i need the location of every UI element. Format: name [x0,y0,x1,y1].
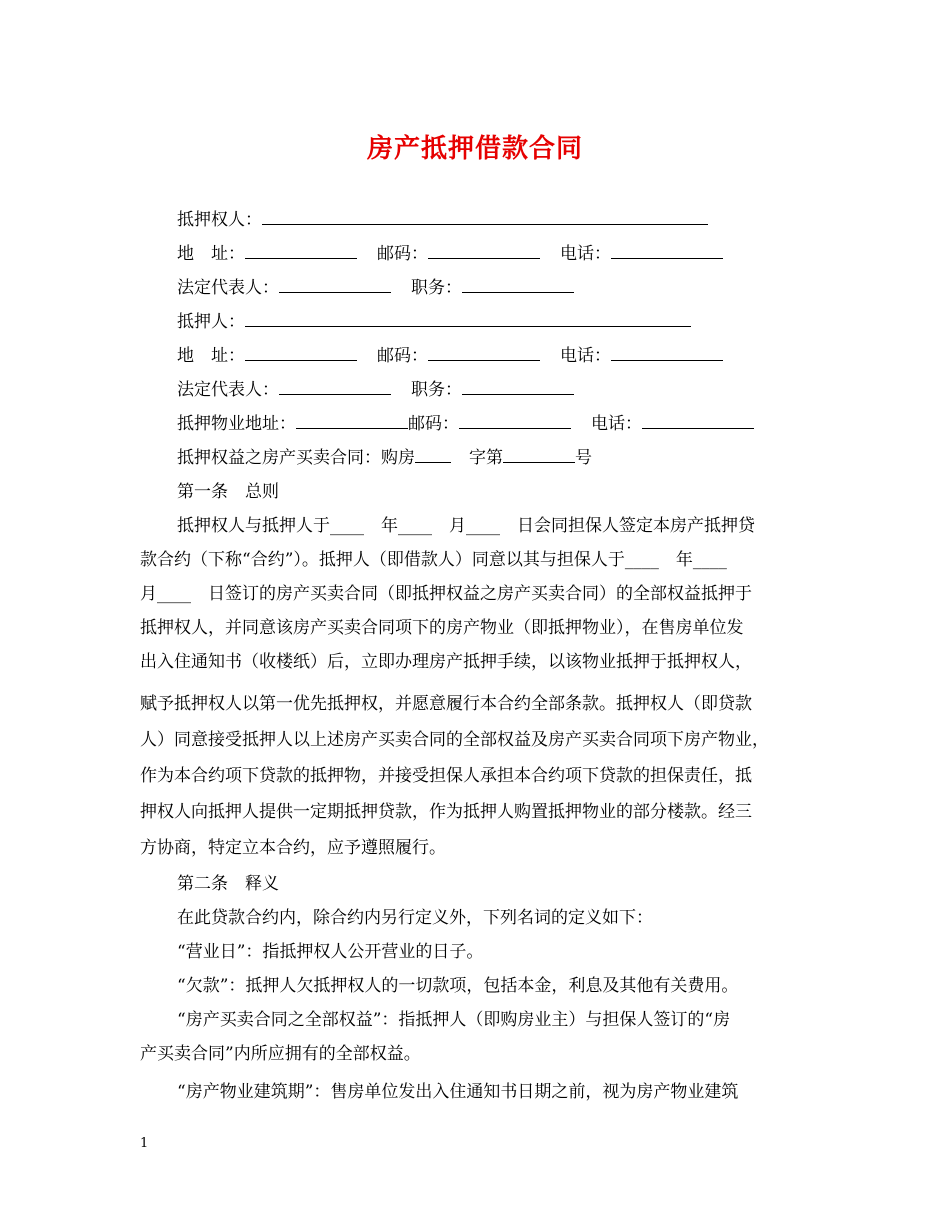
contract-number-line [177,447,592,469]
mortgagor-line [177,311,691,333]
article-1-line: 方协商，特定立本合约，应予遵照履行。 [140,838,446,858]
article-1-line: 月____ 日签订的房产买卖合同（即抵押权益之房产买卖合同）的全部权益抵押于 [140,584,752,604]
mortgagor-blank [245,311,691,327]
phone-blank [611,345,723,361]
article-1-line: 赋予抵押权人以第一优先抵押权，并愿意履行本合约全部条款。抵押权人（即贷款 [140,694,752,714]
legal-rep-label: 法定代表人： [177,380,279,400]
mortgagor-label: 抵押人： [177,312,245,332]
contract-label: 抵押权益之房产买卖合同：购房 [177,448,415,468]
mortgagee-label: 抵押权人： [177,210,262,230]
definition-contract-rights-cont: 产买卖合同”内所应拥有的全部权益。 [140,1044,421,1064]
postcode-label: 邮码： [408,414,459,434]
definition-business-day: “营业日”：指抵押权人公开营业的日子。 [177,942,484,962]
postcode-blank [428,345,540,361]
contract-number-label: 号 [575,448,592,468]
postcode-blank [459,413,571,429]
article-1-line: 出入住通知书（收楼纸）后，立即办理房产抵押手续，以该物业抵押于抵押权人， [140,652,752,672]
article-1-line: 押权人向抵押人提供一定期抵押贷款，作为抵押人购置抵押物业的部分楼款。经三 [140,802,752,822]
mortgagee-blank [262,209,708,225]
property-address-line [177,413,754,435]
article-1-line: 作为本合约项下贷款的抵押物，并接受担保人承担本合约项下贷款的担保责任，抵 [140,766,752,786]
phone-blank [611,243,723,259]
definition-construction-period: “房产物业建筑期”：售房单位发出入住通知书日期之前，视为房产物业建筑 [177,1082,739,1102]
contract-blank-a [415,447,451,463]
address-blank [245,345,357,361]
position-label: 职务： [411,278,462,298]
article-1-line: 款合约（下称“合约”）。抵押人（即借款人）同意以其与担保人于____ 年____ [140,550,727,570]
contract-blank-b [503,447,575,463]
postcode-blank [428,243,540,259]
position-blank [462,277,574,293]
article-1-line: 人）同意接受抵押人以上述房产买卖合同的全部权益及房产买卖合同项下房产物业， [140,730,769,750]
position-label: 职务： [411,380,462,400]
phone-label: 电话： [560,244,611,264]
legal-rep-blank [279,379,391,395]
property-address-blank [296,413,408,429]
mortgagor-legal-rep-line [177,379,574,401]
definition-contract-rights: “房产买卖合同之全部权益”：指抵押人（即购房业主）与担保人签订的“房 [177,1010,731,1030]
page-number: 1 [140,1136,149,1151]
postcode-label: 邮码： [377,346,428,366]
article-2-intro: 在此贷款合约内，除合约内另行定义外，下列名词的定义如下： [177,908,653,928]
article-1-line: 抵押权人与抵押人于____ 年____ 月____ 日会同担保人签定本房产抵押贷 [177,516,755,536]
mortgagor-address-line [177,345,723,367]
legal-rep-label: 法定代表人： [177,278,279,298]
phone-blank [642,413,754,429]
address-label: 地 址： [177,346,245,366]
address-blank [245,243,357,259]
mortgagee-address-line [177,243,723,265]
contract-word-label: 字第 [469,448,503,468]
article-2-heading: 第二条 释义 [177,874,279,894]
mortgagee-line [177,209,708,231]
postcode-label: 邮码： [377,244,428,264]
property-address-label: 抵押物业地址： [177,414,296,434]
phone-label: 电话： [591,414,642,434]
article-1-line: 抵押权人，并同意该房产买卖合同项下的房产物业（即抵押物业），在售房单位发 [140,618,744,638]
definition-debt: “欠款”：抵押人欠抵押权人的一切款项，包括本金，利息及其他有关费用。 [177,976,739,996]
phone-label: 电话： [560,346,611,366]
address-label: 地 址： [177,244,245,264]
document-title: 房产抵押借款合同 [366,134,583,164]
legal-rep-blank [279,277,391,293]
position-blank [462,379,574,395]
article-1-heading: 第一条 总则 [177,482,279,502]
mortgagee-legal-rep-line [177,277,574,299]
